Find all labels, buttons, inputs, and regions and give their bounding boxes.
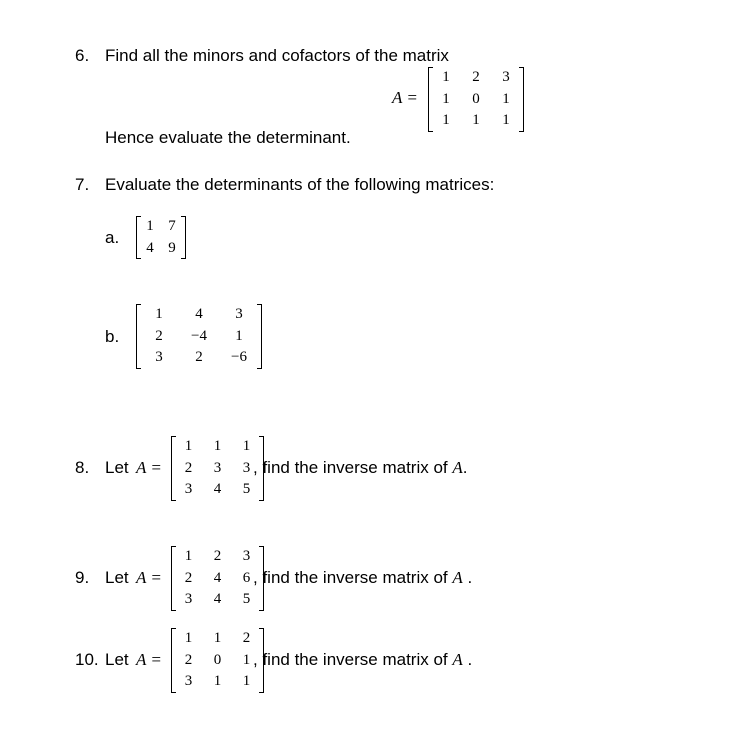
q9-matrix-row bbox=[174, 568, 261, 590]
q9-tail-text: , find the inverse matrix of bbox=[253, 568, 448, 587]
q6-matrix-cell: 1 bbox=[442, 69, 450, 85]
q6-text: Find all the minors and cofactors of the matrix bbox=[105, 46, 449, 65]
q8-let: Let bbox=[105, 458, 129, 477]
q7b-matrix-row bbox=[139, 304, 259, 326]
q10-matrix-cell: 1 bbox=[213, 630, 222, 646]
q10-matrix bbox=[171, 628, 264, 693]
q9-matrix-cell: 3 bbox=[242, 548, 251, 564]
q8-matrix-row bbox=[174, 458, 261, 480]
q7b-matrix-cell: 2 bbox=[155, 327, 163, 344]
q8-matrix-cell: 4 bbox=[213, 481, 222, 497]
q9-matrix-cell: 4 bbox=[213, 569, 222, 586]
q7-text: Evaluate the determinants of the following matrices: bbox=[105, 175, 495, 194]
q10-tail-variable: A bbox=[452, 650, 463, 669]
q6-equation-label: A = bbox=[392, 88, 418, 107]
q9-matrix-cell: 2 bbox=[213, 548, 222, 564]
q6-matrix-row bbox=[431, 110, 521, 132]
q8-matrix-cell: 5 bbox=[242, 481, 251, 497]
q9-matrix bbox=[171, 546, 264, 611]
q7b-label: b. bbox=[105, 327, 120, 346]
q6-matrix-cell: 2 bbox=[472, 69, 480, 85]
q8-equation-label: A = bbox=[136, 458, 162, 477]
q9-matrix-row bbox=[174, 589, 261, 611]
q8-tail-variable: A bbox=[452, 458, 463, 477]
q6-matrix-cell: 1 bbox=[472, 112, 480, 128]
q9-matrix-cell: 5 bbox=[242, 591, 251, 607]
q7a-matrix-cell: 1 bbox=[146, 218, 154, 234]
q9-matrix-cell: 2 bbox=[184, 569, 193, 586]
q7b-matrix-row bbox=[139, 326, 259, 348]
q7b-matrix-cell: 3 bbox=[235, 306, 243, 322]
q6-matrix bbox=[428, 67, 524, 132]
q7b-matrix-cell: 1 bbox=[235, 327, 243, 344]
q8-matrix-cell: 3 bbox=[213, 459, 222, 476]
q8-matrix-cell: 1 bbox=[213, 438, 222, 454]
q8-tail bbox=[253, 458, 468, 478]
q9-matrix-cell: 3 bbox=[184, 591, 193, 607]
q9-matrix-cell: 4 bbox=[213, 591, 222, 607]
q8-matrix-cell: 1 bbox=[184, 438, 193, 454]
q6-matrix-cell: 1 bbox=[502, 90, 510, 107]
q8-number: 8. bbox=[75, 458, 90, 477]
q9-tail-period: . bbox=[467, 568, 473, 587]
q8-matrix-cell: 1 bbox=[242, 438, 251, 454]
q7a-matrix-row bbox=[139, 238, 183, 260]
q10-equation-label: A = bbox=[136, 650, 162, 669]
q6-hence-text: Hence evaluate the determinant. bbox=[105, 128, 351, 147]
q6-matrix-cell: 1 bbox=[442, 112, 450, 128]
q8-matrix-cell: 3 bbox=[184, 481, 193, 497]
q8-matrix-cell: 2 bbox=[184, 459, 193, 476]
q9-let: Let bbox=[105, 568, 129, 587]
q10-matrix-cell: 1 bbox=[242, 651, 251, 668]
q6-matrix-row bbox=[431, 89, 521, 111]
q9-tail-variable: A bbox=[452, 568, 463, 587]
q6-matrix-cell: 0 bbox=[472, 90, 480, 107]
q10-matrix-cell: 2 bbox=[184, 651, 193, 668]
q7b-matrix-cell: 1 bbox=[155, 306, 163, 322]
q10-tail-text: , find the inverse matrix of bbox=[253, 650, 448, 669]
q7a-matrix-cell: 9 bbox=[168, 239, 176, 256]
q8-matrix-row bbox=[174, 479, 261, 501]
q7a-matrix-row bbox=[139, 216, 183, 238]
q10-matrix-cell: 0 bbox=[213, 651, 222, 668]
q7b-matrix-cell: −6 bbox=[231, 349, 247, 365]
q6-matrix-cell: 1 bbox=[502, 112, 510, 128]
q7b-matrix-cell: 2 bbox=[195, 349, 203, 365]
q9-number: 9. bbox=[75, 568, 90, 587]
q7b-matrix bbox=[136, 304, 262, 369]
q7a-label: a. bbox=[105, 228, 120, 247]
q9-tail bbox=[253, 568, 472, 588]
q7b-matrix-row bbox=[139, 347, 259, 369]
q10-matrix-cell: 1 bbox=[184, 630, 193, 646]
q7a-matrix-cell: 7 bbox=[168, 218, 176, 234]
q6-matrix-row bbox=[431, 67, 521, 89]
q10-matrix-cell: 3 bbox=[184, 673, 193, 689]
q7b-matrix-cell: −4 bbox=[191, 327, 207, 344]
q6-matrix-cell: 3 bbox=[502, 69, 510, 85]
q8-matrix-cell: 3 bbox=[242, 459, 251, 476]
q10-matrix-cell: 1 bbox=[242, 673, 251, 689]
q10-matrix-cell: 2 bbox=[242, 630, 251, 646]
q8-matrix-row bbox=[174, 436, 261, 458]
q10-let: Let bbox=[105, 650, 129, 669]
q7b-matrix-cell: 3 bbox=[155, 349, 163, 365]
q7a-matrix bbox=[136, 216, 186, 259]
q7b-matrix-cell: 4 bbox=[195, 306, 203, 322]
q10-matrix-row bbox=[174, 650, 261, 672]
q9-matrix-cell: 6 bbox=[242, 569, 251, 586]
q8-matrix bbox=[171, 436, 264, 501]
q6-matrix-cell: 1 bbox=[442, 90, 450, 107]
q7a-matrix-cell: 4 bbox=[146, 239, 154, 256]
q10-matrix-row bbox=[174, 628, 261, 650]
q10-tail bbox=[253, 650, 472, 670]
q9-equation-label: A = bbox=[136, 568, 162, 587]
q10-number: 10. bbox=[75, 650, 99, 669]
q10-matrix-row bbox=[174, 671, 261, 693]
q10-matrix-cell: 1 bbox=[213, 673, 222, 689]
q9-matrix-cell: 1 bbox=[184, 548, 193, 564]
q10-tail-period: . bbox=[467, 650, 473, 669]
q9-matrix-row bbox=[174, 546, 261, 568]
q7-number: 7. bbox=[75, 175, 90, 194]
q8-tail-text: , find the inverse matrix of bbox=[253, 458, 448, 477]
q6-number: 6. bbox=[75, 46, 90, 65]
q8-tail-period: . bbox=[462, 458, 468, 477]
